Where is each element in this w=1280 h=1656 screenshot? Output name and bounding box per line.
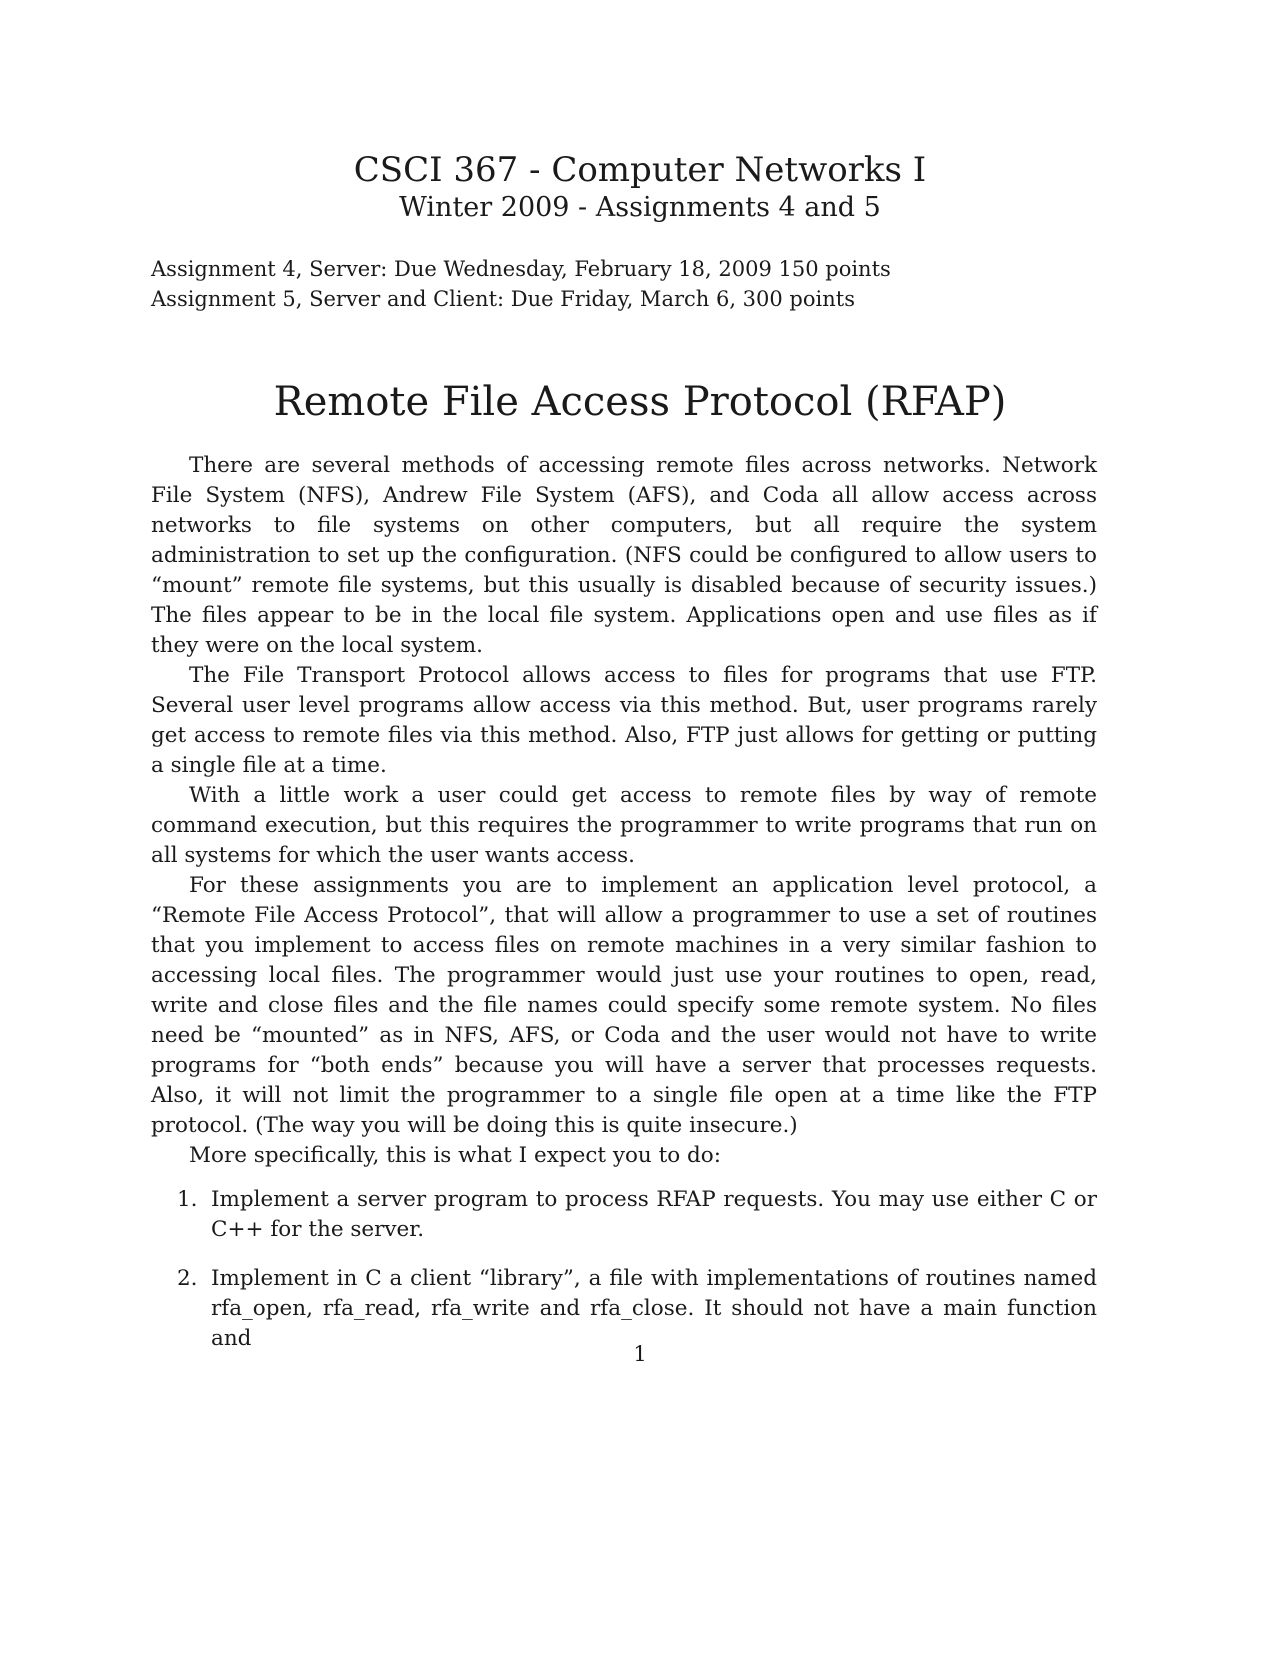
paragraph: More specifically, this is what I expect you to do: (189, 1143, 721, 1168)
paragraph: With a little work a user could get access to remote files by way of remote command execution, but this requires the programmer to write programs that run on all systems for which the user wants access. (151, 783, 1097, 868)
list-item (151, 1185, 1097, 1245)
paragraph: For these assignments you are to implement an application level protocol, a “Remote File Access Protocol”, that will allow a programmer to use a set of routines that you implement to access files on remote machines in a very similar fashion to accessing local files. The programmer would just use your routines to open, read, write and close files and the file names could specify some remote system. No files need be “mounted” as in NFS, AFS, or Coda and the user would not have to write programs for “both ends” because you will have a server that processes requests. Also, it will not limit the programmer to a single file open at a time like the FTP protocol. (The way you will be doing this is quite insecure.) (151, 873, 1097, 1138)
body-text (151, 451, 1097, 1373)
due-dates-block (151, 254, 1131, 314)
list-item-text: Implement in C a client “library”, a file with implementations of routines named rfa_open, rfa_read, rfa_write and rfa_close. It should not have a main function and (211, 1266, 1097, 1351)
course-title: CSCI 367 - Computer Networks I (353, 150, 927, 190)
course-subtitle: Winter 2009 - Assignments 4 and 5 (399, 192, 881, 223)
list-item-number: 2. (177, 1266, 198, 1291)
assignment-5-due-line: Assignment 5, Server and Client: Due Friday, March 6, 300 points (151, 287, 855, 311)
page-number: 1 (633, 1342, 647, 1366)
paragraph: The File Transport Protocol allows access to files for programs that use FTP. Several user level programs allow access via this method. But, user programs rarely get access to remote files via this method. Also, FTP just allows for getting or putting a single file at a time. (151, 663, 1097, 778)
assignment-4-due-line: Assignment 4, Server: Due Wednesday, February 18, 2009 150 points (151, 257, 891, 281)
paragraph: There are several methods of accessing remote files across networks. Network File System (NFS), Andrew File System (AFS), and Coda all allow access across networks to file systems on other computers, but all require the system administration to set up the configuration. (NFS could be configured to allow users to “mount” remote file systems, but this usually is disabled because of security issues.) The files appear to be in the local file system. Applications open and use files as if they were on the local system. (151, 453, 1097, 658)
list-item-text: Implement a server program to process RFAP requests. You may use either C or C++ for the server. (211, 1187, 1097, 1242)
list-item-number: 1. (177, 1187, 198, 1212)
section-title: Remote File Access Protocol (RFAP) (273, 379, 1007, 425)
task-list (151, 1185, 1097, 1354)
